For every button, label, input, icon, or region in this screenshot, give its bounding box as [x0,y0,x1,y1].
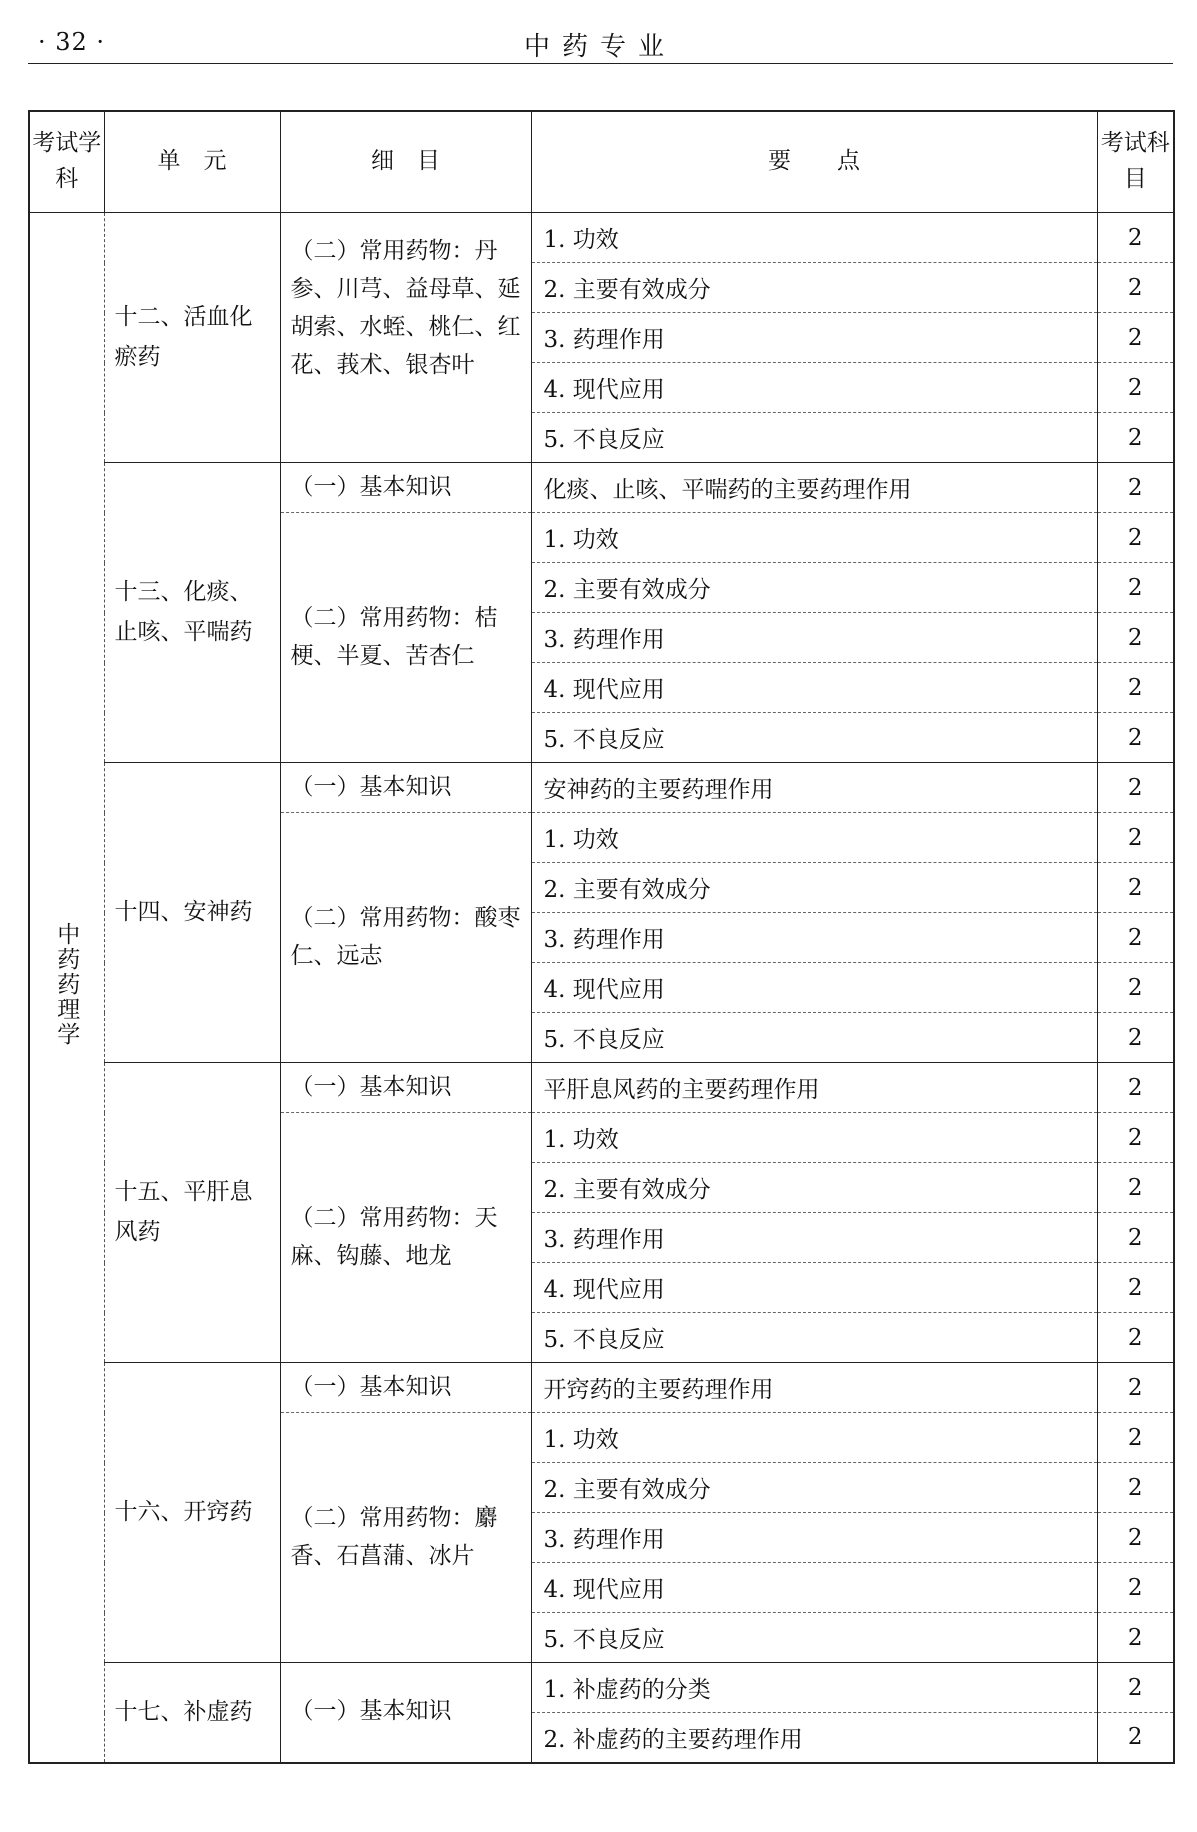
exam-subject-cell: 2 [1097,913,1174,963]
running-title: 中药专业 [523,32,676,62]
exam-subject-cell: 2 [1097,863,1174,913]
exam-subject-cell: 2 [1097,1463,1174,1513]
header-subject: 考试学科 [29,111,104,213]
table-body [29,213,1174,1763]
exam-subject-cell: 2 [1097,563,1174,613]
exam-subject-cell: 2 [1097,1413,1174,1463]
point-cell: 1. 功效 [531,1413,1097,1463]
exam-subject-cell: 2 [1097,813,1174,863]
point-cell: 1. 功效 [531,1113,1097,1163]
exam-subject-cell: 2 [1097,1613,1174,1663]
point-cell: 4. 现代应用 [531,1563,1097,1613]
point-cell: 5. 不良反应 [531,1013,1097,1063]
point-cell: 2. 主要有效成分 [531,1163,1097,1213]
detail-cell: （一）基本知识 [280,463,531,513]
subject-label: 中药药理学 [53,921,80,1047]
point-cell: 5. 不良反应 [531,1613,1097,1663]
detail-cell: （二）常用药物：天麻、钩藤、地龙 [280,1113,531,1363]
point-cell: 5. 不良反应 [531,713,1097,763]
exam-subject-cell: 2 [1097,363,1174,413]
point-cell: 5. 不良反应 [531,1313,1097,1363]
page-number: · 32 · [38,28,106,56]
table-row [29,763,1174,813]
exam-subject-cell: 2 [1097,663,1174,713]
unit-cell: 十六、开窍药 [104,1363,280,1663]
syllabus-table [28,110,1175,1764]
unit-cell: 十四、安神药 [104,763,280,1063]
exam-subject-cell: 2 [1097,1163,1174,1213]
exam-subject-cell: 2 [1097,1363,1174,1413]
unit-cell: 十二、活血化瘀药 [104,213,280,463]
point-cell: 1. 功效 [531,813,1097,863]
exam-subject-cell: 2 [1097,463,1174,513]
point-cell: 1. 补虚药的分类 [531,1663,1097,1713]
point-cell: 3. 药理作用 [531,913,1097,963]
point-cell: 2. 主要有效成分 [531,863,1097,913]
detail-cell: （一）基本知识 [280,763,531,813]
table-row [29,213,1174,263]
table-row [29,1663,1174,1713]
point-cell: 3. 药理作用 [531,313,1097,363]
exam-subject-cell: 2 [1097,1013,1174,1063]
detail-cell: （二）常用药物：丹参、川芎、益母草、延胡索、水蛭、桃仁、红花、莪术、银杏叶 [280,213,531,463]
point-cell: 1. 功效 [531,513,1097,563]
point-cell: 2. 补虚药的主要药理作用 [531,1713,1097,1763]
exam-subject-cell: 2 [1097,1563,1174,1613]
exam-subject-cell: 2 [1097,1213,1174,1263]
point-cell: 1. 功效 [531,213,1097,263]
exam-subject-cell: 2 [1097,1313,1174,1363]
exam-subject-cell: 2 [1097,1113,1174,1163]
point-cell: 4. 现代应用 [531,963,1097,1013]
point-cell: 开窍药的主要药理作用 [531,1363,1097,1413]
exam-subject-cell: 2 [1097,1663,1174,1713]
header-unit: 单 元 [104,111,280,213]
unit-cell: 十七、补虚药 [104,1663,280,1763]
point-cell: 3. 药理作用 [531,1213,1097,1263]
exam-subject-cell: 2 [1097,1713,1174,1763]
unit-cell: 十三、化痰、止咳、平喘药 [104,463,280,763]
exam-subject-cell: 2 [1097,1263,1174,1313]
point-cell: 化痰、止咳、平喘药的主要药理作用 [531,463,1097,513]
exam-subject-cell: 2 [1097,313,1174,363]
detail-cell: （二）常用药物：酸枣仁、远志 [280,813,531,1063]
header-row [29,111,1174,213]
point-cell: 3. 药理作用 [531,1513,1097,1563]
point-cell: 2. 主要有效成分 [531,1463,1097,1513]
header-point: 要 点 [531,111,1097,213]
page-header [28,20,1172,62]
header-detail: 细 目 [280,111,531,213]
table-row [29,463,1174,513]
point-cell: 4. 现代应用 [531,363,1097,413]
table-row [29,1363,1174,1413]
point-cell: 平肝息风药的主要药理作用 [531,1063,1097,1113]
exam-subject-cell: 2 [1097,413,1174,463]
detail-cell: （一）基本知识 [280,1663,531,1763]
detail-cell: （一）基本知识 [280,1363,531,1413]
exam-subject-cell: 2 [1097,963,1174,1013]
detail-cell: （二）常用药物：桔梗、半夏、苦杏仁 [280,513,531,763]
exam-subject-cell: 2 [1097,613,1174,663]
exam-subject-cell: 2 [1097,513,1174,563]
point-cell: 安神药的主要药理作用 [531,763,1097,813]
point-cell: 2. 主要有效成分 [531,263,1097,313]
exam-subject-cell: 2 [1097,1063,1174,1113]
header-exam: 考试科目 [1097,111,1174,213]
exam-subject-cell: 2 [1097,263,1174,313]
point-cell: 4. 现代应用 [531,663,1097,713]
exam-subject-cell: 2 [1097,763,1174,813]
detail-cell: （一）基本知识 [280,1063,531,1113]
point-cell: 4. 现代应用 [531,1263,1097,1313]
exam-subject-cell: 2 [1097,1513,1174,1563]
subject-cell [29,213,104,1763]
table-row [29,1063,1174,1113]
point-cell: 2. 主要有效成分 [531,563,1097,613]
detail-cell: （二）常用药物：麝香、石菖蒲、冰片 [280,1413,531,1663]
point-cell: 5. 不良反应 [531,413,1097,463]
header-rule [28,63,1173,64]
exam-subject-cell: 2 [1097,213,1174,263]
unit-cell: 十五、平肝息风药 [104,1063,280,1363]
point-cell: 3. 药理作用 [531,613,1097,663]
exam-subject-cell: 2 [1097,713,1174,763]
